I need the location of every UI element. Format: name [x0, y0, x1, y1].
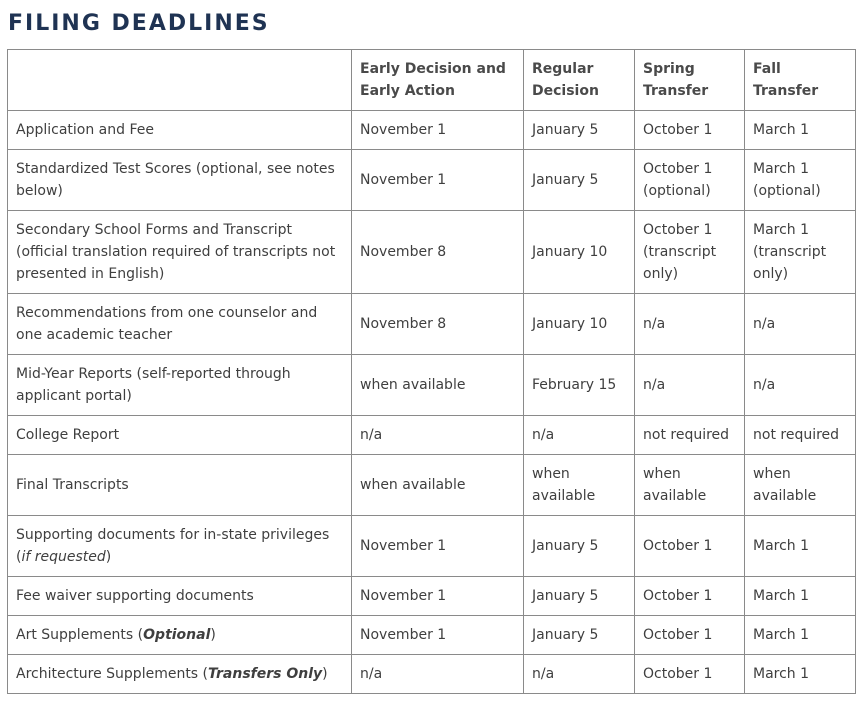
fall-transfer-cell: March 1 [745, 577, 856, 616]
page-title: FILING DEADLINES [8, 11, 270, 36]
row-label: College Report [8, 416, 352, 455]
row-label-emphasis: if requested [21, 549, 106, 565]
table-row [8, 516, 856, 577]
early-decision-cell: n/a [352, 655, 524, 694]
header-row [8, 50, 856, 111]
table-row [8, 577, 856, 616]
row-label-close: ) [210, 627, 216, 643]
row-label: Standardized Test Scores (optional, see notes below) [8, 150, 352, 211]
early-decision-cell: November 1 [352, 577, 524, 616]
regular-decision-cell: February 15 [524, 355, 635, 416]
regular-decision-cell: n/a [524, 655, 635, 694]
column-header-spring-transfer: Spring Transfer [635, 50, 745, 111]
row-label-close: ) [322, 666, 328, 682]
row-label-close: ) [105, 549, 112, 565]
regular-decision-cell: when available [524, 455, 635, 516]
column-header-regular-decision: Regular Decision [524, 50, 635, 111]
table-row [8, 616, 856, 655]
table-row [8, 455, 856, 516]
early-decision-cell: November 1 [352, 150, 524, 211]
regular-decision-cell: n/a [524, 416, 635, 455]
row-label: Application and Fee [8, 111, 352, 150]
regular-decision-cell: January 5 [524, 616, 635, 655]
fall-transfer-cell: March 1 [745, 111, 856, 150]
table-row [8, 655, 856, 694]
spring-transfer-cell: October 1 [635, 516, 745, 577]
row-label-text: Supporting documents for in-state privileges ( [16, 527, 330, 565]
row-label: Fee waiver supporting documents [8, 577, 352, 616]
column-header-item [8, 50, 352, 111]
fall-transfer-cell: March 1 [745, 516, 856, 577]
early-decision-cell: November 1 [352, 111, 524, 150]
row-label [8, 516, 352, 577]
regular-decision-cell: January 5 [524, 516, 635, 577]
spring-transfer-cell: n/a [635, 355, 745, 416]
spring-transfer-cell: when available [635, 455, 745, 516]
regular-decision-cell: January 10 [524, 294, 635, 355]
table-row [8, 355, 856, 416]
spring-transfer-cell: n/a [635, 294, 745, 355]
regular-decision-cell: January 5 [524, 577, 635, 616]
row-label: Recommendations from one counselor and one academic teacher [8, 294, 352, 355]
early-decision-cell: November 1 [352, 616, 524, 655]
column-header-early-decision: Early Decision and Early Action [352, 50, 524, 111]
table-row [8, 150, 856, 211]
column-header-fall-transfer: Fall Transfer [745, 50, 856, 111]
fall-transfer-cell: not required [745, 416, 856, 455]
regular-decision-cell: January 5 [524, 150, 635, 211]
early-decision-cell: n/a [352, 416, 524, 455]
row-label [8, 616, 352, 655]
table-row [8, 294, 856, 355]
row-label: Mid-Year Reports (self-reported through applicant portal) [8, 355, 352, 416]
fall-transfer-cell: March 1 [745, 616, 856, 655]
early-decision-cell: when available [352, 455, 524, 516]
table-row [8, 416, 856, 455]
fall-transfer-cell: March 1 (transcript only) [745, 211, 856, 294]
regular-decision-cell: January 10 [524, 211, 635, 294]
row-label: Secondary School Forms and Transcript (official translation required of transcripts not presented in English) [8, 211, 352, 294]
spring-transfer-cell: not required [635, 416, 745, 455]
spring-transfer-cell: October 1 (optional) [635, 150, 745, 211]
early-decision-cell: November 8 [352, 211, 524, 294]
deadlines-table [7, 49, 856, 694]
spring-transfer-cell: October 1 [635, 577, 745, 616]
row-label-emphasis: Transfers Only [208, 666, 323, 682]
early-decision-cell: November 1 [352, 516, 524, 577]
spring-transfer-cell: October 1 [635, 616, 745, 655]
row-label-emphasis: Optional [143, 627, 211, 643]
row-label-text: Art Supplements ( [16, 627, 144, 643]
table-row [8, 111, 856, 150]
fall-transfer-cell: n/a [745, 355, 856, 416]
fall-transfer-cell: n/a [745, 294, 856, 355]
row-label-text: Architecture Supplements ( [16, 666, 209, 682]
regular-decision-cell: January 5 [524, 111, 635, 150]
table-row [8, 211, 856, 294]
row-label: Final Transcripts [8, 455, 352, 516]
early-decision-cell: November 8 [352, 294, 524, 355]
spring-transfer-cell: October 1 [635, 655, 745, 694]
fall-transfer-cell: when available [745, 455, 856, 516]
spring-transfer-cell: October 1 (transcript only) [635, 211, 745, 294]
fall-transfer-cell: March 1 (optional) [745, 150, 856, 211]
row-label [8, 655, 352, 694]
early-decision-cell: when available [352, 355, 524, 416]
fall-transfer-cell: March 1 [745, 655, 856, 694]
spring-transfer-cell: October 1 [635, 111, 745, 150]
